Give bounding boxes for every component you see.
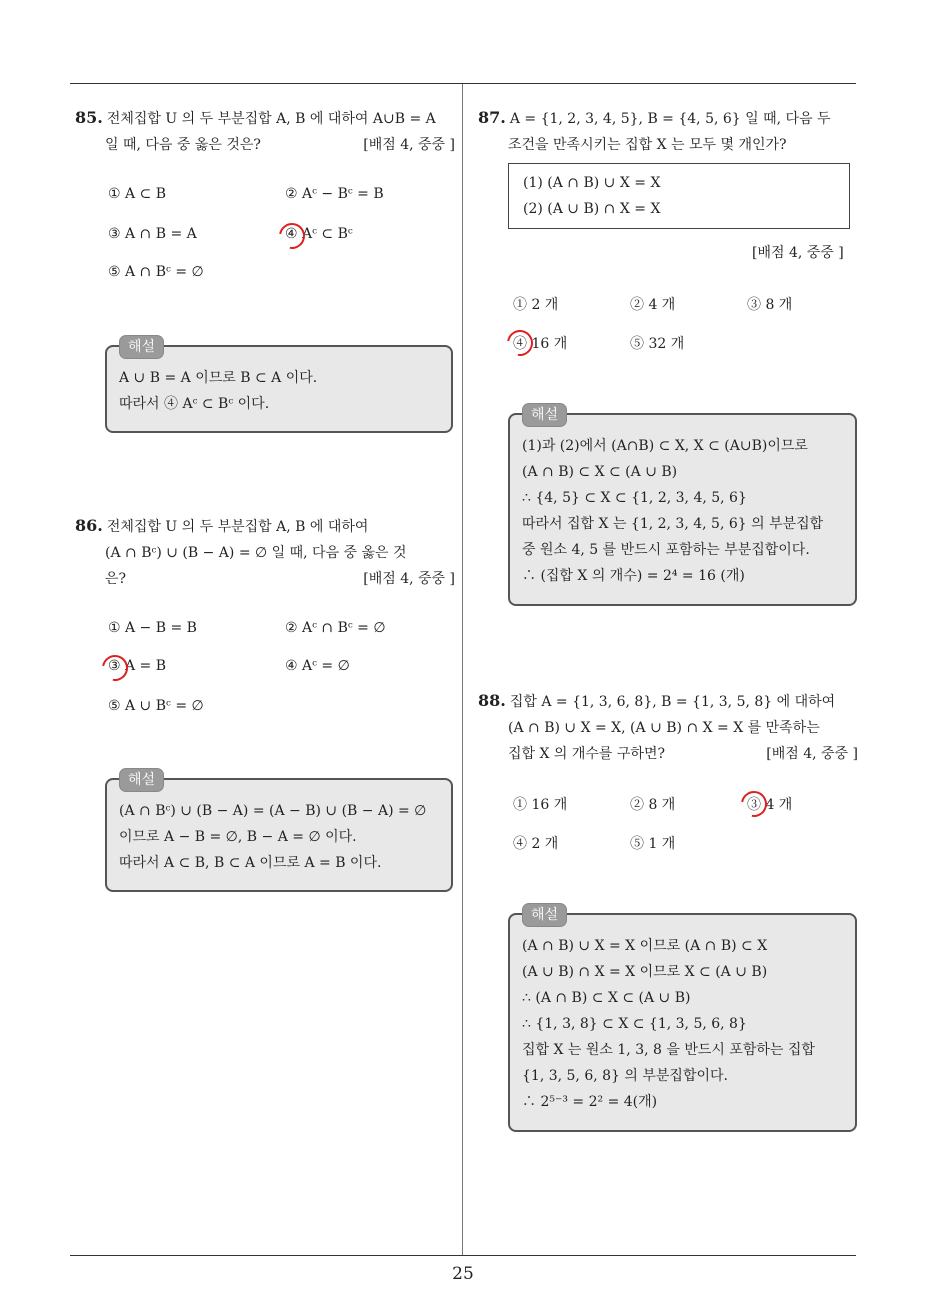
option-3[interactable]: ③ 4 개 (747, 797, 793, 813)
question-88 (478, 688, 858, 767)
solution-line: (A ∪ B) ∩ X = X 이므로 X ⊂ (A ∪ B) (522, 964, 768, 980)
grade-label: [배점 4, 중중 ] (363, 571, 455, 587)
grade-label: [배점 4, 중중 ] (363, 137, 455, 153)
solution-box-87 (508, 407, 857, 606)
bottom-rule (70, 1255, 856, 1256)
option-5[interactable]: ⑤ 32 개 (630, 336, 685, 352)
condition-2: (2) (A ∪ B) ∩ X = X (523, 201, 661, 217)
question-text: 은? (105, 571, 127, 587)
option-3[interactable]: ③ A = B (108, 658, 167, 674)
solution-line: ∴ (A ∩ B) ⊂ X ⊂ (A ∪ B) (522, 990, 691, 1006)
option-5[interactable]: ⑤ A ∩ Bᶜ = ∅ (108, 264, 204, 280)
solution-line: {1, 3, 5, 6, 8} 의 부분집합이다. (522, 1068, 728, 1084)
solution-box-86 (105, 772, 453, 892)
solution-line: 따라서 ④ Aᶜ ⊂ Bᶜ 이다. (119, 396, 270, 412)
solution-line: (A ∩ Bᶜ) ∪ (B − A) = (A − B) ∪ (B − A) = ∅ (119, 803, 427, 819)
option-1[interactable]: ① A − B = B (108, 620, 197, 636)
answer-mark (97, 650, 133, 686)
option-4[interactable]: ④ Aᶜ ⊂ Bᶜ (285, 226, 353, 242)
answer-mark (736, 786, 772, 822)
option-1[interactable]: ① A ⊂ B (108, 186, 167, 202)
question-86 (75, 513, 455, 592)
option-2[interactable]: ② Aᶜ ∩ Bᶜ = ∅ (285, 620, 386, 636)
grade-label: [배점 4, 중중 ] (752, 245, 844, 261)
question-number: 88. (478, 691, 506, 710)
question-85 (75, 105, 455, 158)
option-4[interactable]: ④ 2 개 (513, 836, 559, 852)
option-1[interactable]: ① 2 개 (513, 297, 559, 313)
question-number: 86. (75, 516, 103, 535)
question-text: (A ∩ Bᶜ) ∪ (B − A) = ∅ 일 때, 다음 중 옳은 것 (105, 545, 407, 561)
solution-line: 따라서 A ⊂ B, B ⊂ A 이므로 A = B 이다. (119, 855, 382, 871)
solution-line: (1)과 (2)에서 (A∩B) ⊂ X, X ⊂ (A∪B)이므로 (522, 438, 808, 454)
condition-1: (1) (A ∩ B) ∪ X = X (523, 175, 661, 191)
option-2[interactable]: ② 4 개 (630, 297, 676, 313)
option-4[interactable]: ④ Aᶜ = ∅ (285, 658, 350, 674)
question-text: 조건을 만족시키는 집합 X 는 모두 몇 개인가? (508, 137, 787, 153)
solution-box-88 (508, 907, 857, 1132)
question-text: 집합 X 의 개수를 구하면? (508, 746, 665, 762)
question-text: (A ∩ B) ∪ X = X, (A ∪ B) ∩ X = X 를 만족하는 (508, 720, 820, 736)
option-2[interactable]: ② 8 개 (630, 797, 676, 813)
solution-line: 따라서 집합 X 는 {1, 2, 3, 4, 5, 6} 의 부분집합 (522, 516, 824, 532)
solution-line: 집합 X 는 원소 1, 3, 8 을 반드시 포함하는 집합 (522, 1042, 815, 1058)
question-text: A = {1, 2, 3, 4, 5}, B = {4, 5, 6} 일 때, 다음 두 (509, 111, 831, 127)
answer-mark (274, 218, 310, 254)
question-87 (478, 105, 858, 158)
page-number: 25 (452, 1264, 474, 1284)
solution-line: 중 원소 4, 5 를 반드시 포함하는 부분집합이다. (522, 542, 810, 558)
question-text: 일 때, 다음 중 옳은 것은? (105, 137, 261, 153)
solution-label: 해설 (522, 403, 567, 427)
option-3[interactable]: ③ 8 개 (747, 297, 793, 313)
option-5[interactable]: ⑤ A ∪ Bᶜ = ∅ (108, 698, 204, 714)
top-rule (70, 83, 856, 84)
option-4[interactable]: ④ 16 개 (513, 336, 568, 352)
grade-label: [배점 4, 중중 ] (766, 746, 858, 762)
option-5[interactable]: ⑤ 1 개 (630, 836, 676, 852)
option-3[interactable]: ③ A ∩ B = A (108, 226, 197, 242)
solution-line: (A ∩ B) ⊂ X ⊂ (A ∪ B) (522, 464, 678, 480)
question-text: 집합 A = {1, 3, 6, 8}, B = {1, 3, 5, 8} 에 대하여 (509, 694, 836, 710)
solution-line: ∴ {1, 3, 8} ⊂ X ⊂ {1, 3, 5, 6, 8} (522, 1016, 747, 1032)
solution-line: ∴ {4, 5} ⊂ X ⊂ {1, 2, 3, 4, 5, 6} (522, 490, 747, 506)
option-1[interactable]: ① 16 개 (513, 797, 568, 813)
solution-label: 해설 (119, 768, 164, 792)
condition-box (508, 163, 850, 229)
solution-line: (A ∩ B) ∪ X = X 이므로 (A ∩ B) ⊂ X (522, 938, 768, 954)
solution-line: 이므로 A − B = ∅, B − A = ∅ 이다. (119, 829, 357, 845)
question-number: 87. (478, 108, 506, 127)
question-text: 전체집합 U 의 두 부분집합 A, B 에 대하여 A∪B = A (106, 111, 436, 127)
solution-label: 해설 (119, 335, 164, 359)
solution-line: ∴ 2⁵⁻³ = 2² = 4(개) (522, 1094, 658, 1110)
solution-line: A ∪ B = A 이므로 B ⊂ A 이다. (119, 370, 318, 386)
answer-mark (502, 325, 538, 361)
solution-box-85 (105, 339, 453, 433)
solution-line: ∴ (집합 X 의 개수) = 2⁴ = 16 (개) (522, 568, 745, 584)
question-text: 전체집합 U 의 두 부분집합 A, B 에 대하여 (106, 519, 369, 535)
column-divider (462, 84, 463, 1255)
question-number: 85. (75, 108, 103, 127)
solution-label: 해설 (522, 903, 567, 927)
option-2[interactable]: ② Aᶜ − Bᶜ = B (285, 186, 384, 202)
